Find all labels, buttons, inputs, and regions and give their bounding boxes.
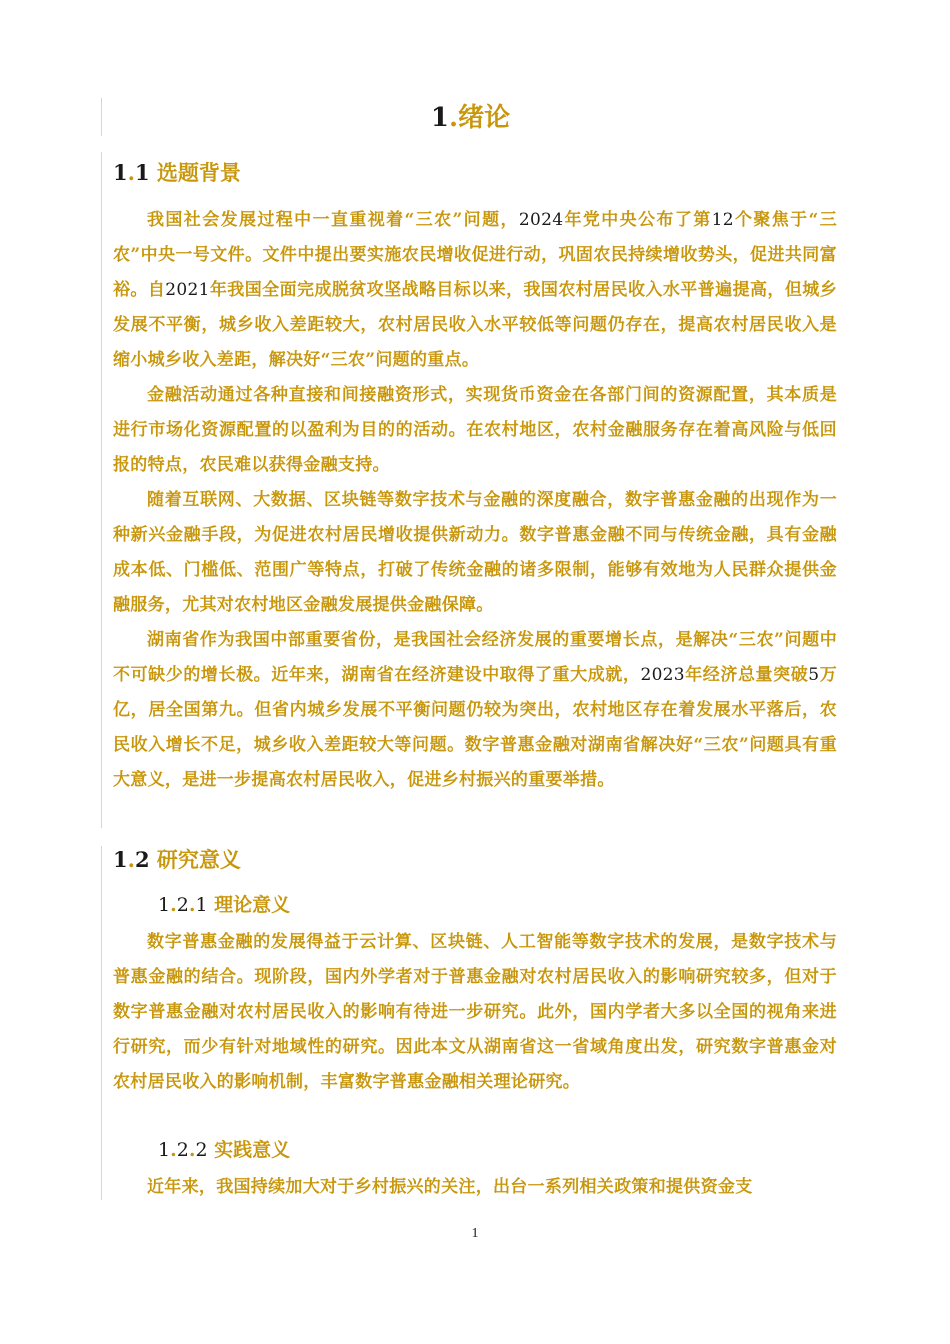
subsection-heading-1-2-1: 1.2.1 理论意义	[158, 894, 291, 916]
section-heading-1-2: 1.2 研究意义	[113, 847, 241, 872]
chapter-title: 1.绪论	[430, 103, 511, 133]
paragraph: 湖南省作为我国中部重要省份，是我国社会经济发展的重要增长点，是解决“三农”问题中不可缺少的增长极。近年来，湖南省在经济建设中取得了重大成就，2023年经济总量突破5万亿，居全国第九。但省内城乡发展不平衡问题仍较为突出，农村地区存在着发展水平落后，农民收入增长不足，城乡收入差距较大等问题。数字普惠金融对湖南省解决好“三农”问题具有重大意义，是进一步提高农村居民收入，促进乡村振兴的重要举措。	[113, 630, 837, 790]
margin-line	[101, 846, 102, 1200]
paragraph: 近年来，我国持续加大对于乡村振兴的关注，出台一系列相关政策和提供资金支	[147, 1177, 753, 1197]
paragraph: 数字普惠金融的发展得益于云计算、区块链、人工智能等数字技术的发展，是数字技术与普惠金融的结合。现阶段，国内外学者对于普惠金融对农村居民收入的影响研究较多，但对于数字普惠金融对农村居民收入的影响有待进一步研究。此外，国内学者大多以全国的视角来进行研究，而少有针对地域性的研究。因此本文从湖南省这一省域角度出发，研究数字普惠金对农村居民收入的影响机制，丰富数字普惠金融相关理论研究。	[113, 932, 837, 1092]
paragraph: 随着互联网、大数据、区块链等数字技术与金融的深度融合，数字普惠金融的出现作为一种新兴金融手段，为促进农村居民增收提供新动力。数字普惠金融不同与传统金融，具有金融成本低、门槛低、范围广等特点，打破了传统金融的诸多限制，能够有效地为人民群众提供金融服务，尤其对农村地区金融发展提供金融保障。	[113, 490, 837, 615]
paragraph: 我国社会发展过程中一直重视着“三农”问题，2024年党中央公布了第12个聚焦于“三农”中央一号文件。文件中提出要实施农民增收促进行动，巩固农民持续增收势头，促进共同富裕。自2021年我国全面完成脱贫攻坚战略目标以来，我国农村居民收入水平普遍提高，但城乡发展不平衡，城乡收入差距较大，农村居民收入水平较低等问题仍存在，提高农村居民收入是缩小城乡收入差距，解决好“三农”问题的重点。	[113, 210, 837, 370]
paragraph: 金融活动通过各种直接和间接融资形式，实现货币资金在各部门间的资源配置，其本质是进行市场化资源配置的以盈利为目的的活动。在农村地区，农村金融服务存在着高风险与低回报的特点，农民难以获得金融支持。	[113, 385, 837, 475]
section-heading-1-1: 1.1 选题背景	[113, 160, 241, 185]
page-number: 1	[471, 1226, 479, 1241]
margin-line	[101, 152, 102, 200]
margin-line	[101, 200, 102, 828]
subsection-heading-1-2-2: 1.2.2 实践意义	[158, 1139, 291, 1161]
